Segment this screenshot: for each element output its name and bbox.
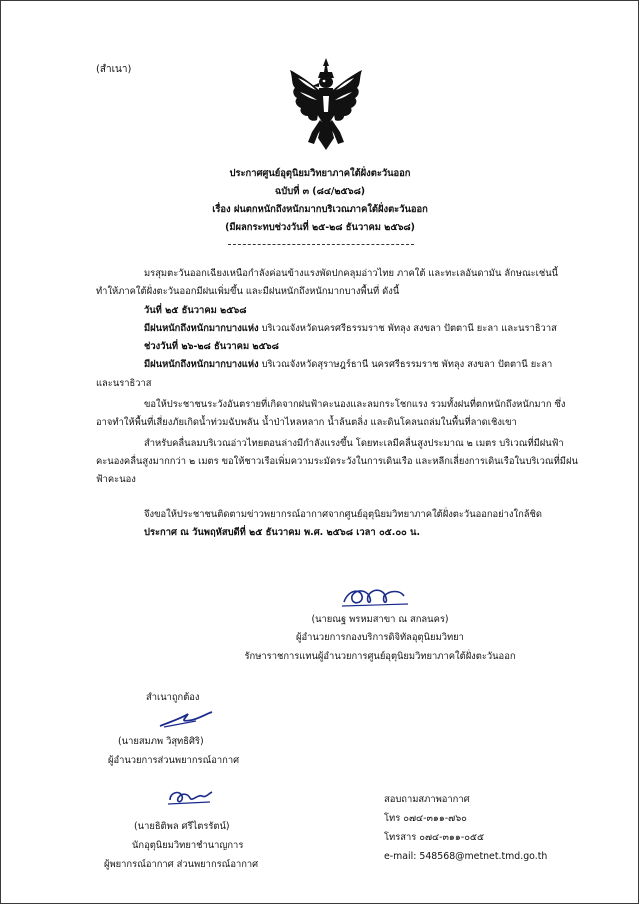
forecast-date-1: วันที่ ๒๕ ธันวาคม ๒๕๖๘ (144, 305, 247, 316)
certifier-title: ผู้อำนวยการส่วนพยากรณ์อากาศ (108, 755, 240, 766)
signer-acting-title: รักษาราชการแทนผู้อำนวยการศูนย์อุตุนิยมวิทยาภาคใต้ฝั่งตะวันออก (244, 651, 516, 662)
forecaster-name: (นายธิติพล ศรีไตรรัตน์) (134, 821, 230, 832)
forecast-detail-1-areas: บริเวณจังหวัดนครศรีธรรมราช พัทลุง สงขลา ปัตตานี ยะลา และนราธิวาส (258, 323, 557, 334)
forecast-date-2: ช่วงวันที่ ๒๖-๒๘ ธันวาคม ๒๕๖๘ (144, 341, 279, 352)
forecaster-role: ผู้พยากรณ์อากาศ ส่วนพยากรณ์อากาศ (104, 859, 259, 870)
body-paragraph-3: สำหรับคลื่นลมบริเวณอ่าวไทยตอนล่างมีกำลังแรงขึ้น โดยทะเลมีคลื่นสูงประมาณ ๒ เมตร บริเวณที่มีฝนฟ้า (144, 438, 564, 449)
copy-mark: (สำเนา) (96, 64, 132, 75)
contact-fax: โทรสาร ๐๗๔-๓๑๑-๐๕๕ (384, 832, 485, 843)
forecaster-signature-icon (164, 786, 216, 808)
body-paragraph-4: จึงขอให้ประชาชนติดตามข่าวพยากรณ์อากาศจากศูนย์อุตุนิยมวิทยาภาคใต้ฝั่งตะวันออกอย่างใกล้ชิด (144, 509, 542, 520)
forecaster-position: นักอุตุนิยมวิทยาชำนาญการ (132, 840, 244, 851)
announcement-number: ฉบับที่ ๓ (๘๔/๒๕๖๘) (274, 186, 366, 197)
forecast-detail-1-lead: มีฝนหนักถึงหนักมากบางแห่ง (144, 323, 259, 334)
garuda-emblem-icon (286, 56, 366, 152)
body-paragraph-1-cont: ทำให้ภาคใต้ฝั่งตะวันออกมีฝนเพิ่มขึ้น และมีฝนหนักถึงหนักมากบางพื้นที่ ดังนี้ (96, 286, 400, 297)
signer-name: (นายณฐ พรหมสาขา ณ สกลนคร) (311, 614, 449, 625)
announcement-title: ประกาศศูนย์อุตุนิยมวิทยาภาคใต้ฝั่งตะวันออก (229, 168, 411, 179)
forecast-detail-2-cont: และนราธิวาส (96, 378, 152, 389)
director-signature-icon (338, 582, 418, 612)
contact-email: e-mail: 548568@metnet.tmd.go.th (384, 851, 548, 862)
forecast-detail-1 (144, 323, 557, 335)
header-divider (228, 244, 414, 245)
body-paragraph-2-cont: อาจทำให้พื้นที่เสี่ยงภัยเกิดน้ำท่วมฉับพลัน น้ำป่าไหลหลาก น้ำล้นตลิ่ง และดินโคลนถล่มในพื้นที่ลาดเชิงเขา (96, 417, 517, 428)
certifier-signature-icon (156, 708, 216, 730)
forecast-detail-2 (144, 359, 552, 371)
signer-title: ผู้อำนวยการกองบริการดิจิทัลอุตุนิยมวิทยา (296, 632, 464, 643)
body-paragraph-2: ขอให้ประชาชนระวังอันตรายที่เกิดจากฝนฟ้าคะนองและลมกระโชกแรง รวมทั้งฝนที่ตกหนักถึงหนักมาก ซึ่ง (144, 399, 566, 410)
announcement-datetime: ประกาศ ณ วันพฤหัสบดีที่ ๒๕ ธันวาคม พ.ศ. ๒๕๖๘ เวลา ๐๕.๐๐ น. (144, 527, 421, 538)
body-paragraph-3-end: ฟ้าคะนอง (96, 474, 136, 485)
forecast-detail-2-areas: บริเวณจังหวัดสุราษฎร์ธานี นครศรีธรรมราช พัทลุง สงขลา ปัตตานี ยะลา (258, 359, 553, 370)
forecast-detail-2-lead: มีฝนหนักถึงหนักมากบางแห่ง (144, 359, 259, 370)
contact-heading: สอบถามสภาพอากาศ (384, 794, 470, 805)
body-paragraph-1: มรสุมตะวันออกเฉียงเหนือกำลังค่อนข้างแรงพัดปกคลุมอ่าวไทย ภาคใต้ และทะเลอันดามัน ลักษณะเช่นนี้ (144, 268, 559, 279)
announcement-subject: เรื่อง ฝนตกหนักถึงหนักมากบริเวณภาคใต้ฝั่งตะวันออก (212, 204, 428, 215)
certified-copy-label: สำเนาถูกต้อง (146, 692, 200, 703)
certifier-name: (นายสมภพ วิสุทธิศิริ) (118, 736, 204, 747)
contact-phone: โทร ๐๗๔-๓๑๑-๗๖๐ (384, 813, 467, 824)
body-paragraph-3-cont: คะนองคลื่นสูงมากกว่า ๒ เมตร ขอให้ชาวเรือเพิ่มความระมัดระวังในการเดินเรือ และหลีกเลี่ยงการเดินเรือในบริเวณที่มีฝน (96, 456, 578, 467)
announcement-effective-dates: (มีผลกระทบช่วงวันที่ ๒๕-๒๘ ธันวาคม ๒๕๖๘) (225, 222, 415, 233)
